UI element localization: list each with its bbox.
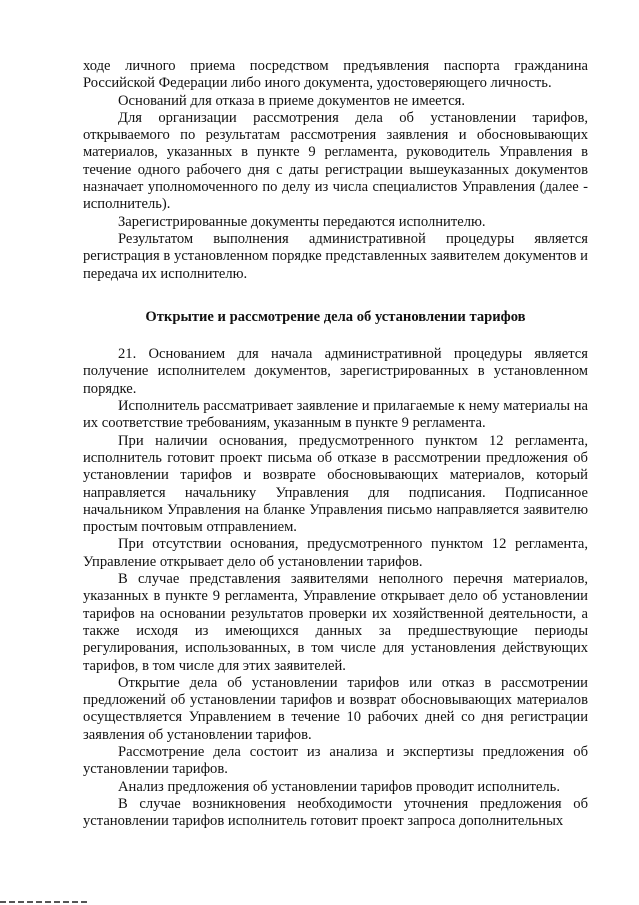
paragraph: Зарегистрированные документы передаются исполнителю. xyxy=(118,213,486,230)
paragraph: При наличии основания, предусмотренного пунктом 12 регламента, исполнитель готовит проект письма об отказе в рассмотрении предложения об установлении тарифов и возврате обосновывающих материалов, который направляется начальнику Управления для подписания. Подписанное начальником Управления на бланке Управления письмо направляется заявителю простым почтовым отправлением. xyxy=(83,432,588,536)
section-heading: Открытие и рассмотрение дела об установлении тарифов xyxy=(145,308,526,325)
paragraph: 21. Основанием для начала административной процедуры является получение исполнителем документов, зарегистрированных в установленном порядке. xyxy=(83,346,588,397)
paragraph: Исполнитель рассматривает заявление и прилагаемые к нему материалы на их соответствие требованиям, указанным в пункте 9 регламента. xyxy=(83,398,589,432)
paragraph: Анализ предложения об установлении тарифов проводит исполнитель. xyxy=(118,778,560,795)
paragraph: Результатом выполнения административной процедуры является регистрация в установленном порядке представленных заявителем документов и передача их исполнителю. xyxy=(83,230,588,282)
paragraph: В случае представления заявителями неполного перечня материалов, указанных в пункте 9 регламента, Управление открывает дело об установлении тарифов на основании результатов проверки их хозяйственной деятельности, а также исходя из имеющихся данных за предшествующие периоды регулирования, использованных, в том числе для установления действующих тарифов, в том числе для этих заявителей. xyxy=(83,571,588,674)
scan-edge-mark xyxy=(0,901,90,903)
paragraph: ходе личного приема посредством предъявления паспорта гражданина Российской Федерации либо иного документа, удостоверяющего личность. xyxy=(83,58,588,92)
paragraph: Для организации рассмотрения дела об установлении тарифов, открываемого по результатам рассмотрения заявления и обосновывающих материалов, указанных в пункте 9 регламента, руководитель Управления в течение одного рабочего дня с даты регистрации вышеуказанных документов назначает уполномоченного по делу из числа специалистов Управления (далее - исполнитель). xyxy=(83,109,588,213)
paragraph: Открытие дела об установлении тарифов или отказ в рассмотрении предложений об установлении тарифов и возврат обосновывающих материалов осуществляется Управлением в течение 10 рабочих дней со дня регистрации заявления об установлении тарифов. xyxy=(83,674,588,743)
paragraph: Оснований для отказа в приеме документов не имеется. xyxy=(118,92,466,109)
document-body xyxy=(83,58,588,830)
paragraph: В случае возникновения необходимости уточнения предложения об установлении тарифов исполнитель готовит проект запроса дополнительных xyxy=(83,795,588,830)
paragraph: При отсутствии основания, предусмотренного пунктом 12 регламента, Управление открывает дело об установлении тарифов. xyxy=(83,536,588,570)
paragraph: Рассмотрение дела состоит из анализа и экспертизы предложения об установлении тарифов. xyxy=(83,743,588,778)
